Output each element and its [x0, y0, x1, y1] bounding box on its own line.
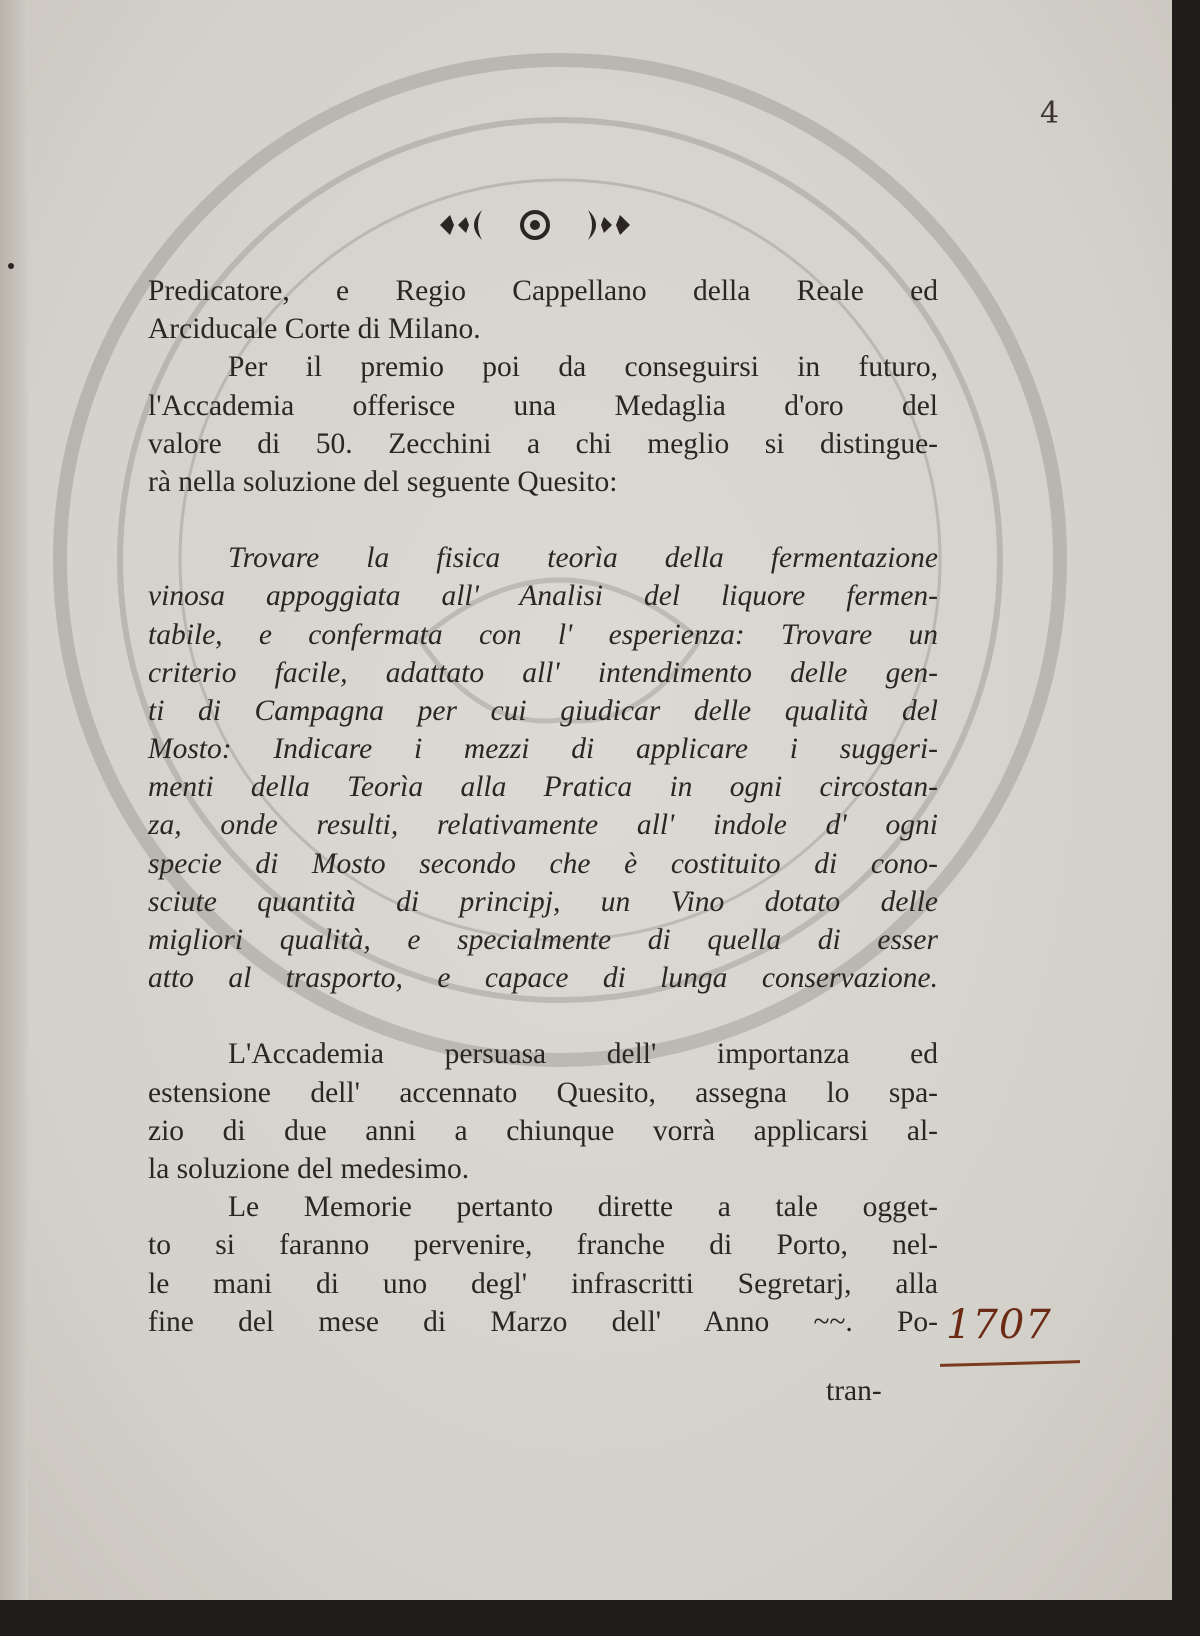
text-line: rà nella soluzione del seguente Quesito:: [148, 465, 618, 498]
text-line: Trovare la fisica teorìa della fermentazione: [228, 542, 938, 575]
text-line: Mosto: Indicare i mezzi di applicare i suggeri-: [148, 733, 938, 766]
text-line: Le Memorie pertanto dirette a tale ogget-: [228, 1191, 938, 1224]
text-line: la soluzione del medesimo.: [148, 1152, 470, 1185]
text-line: to si faranno pervenire, franche di Porto, nel-: [148, 1229, 938, 1262]
text-line: l'Accademia offerisce una Medaglia d'oro del: [148, 389, 938, 422]
catchword: tran-: [826, 1375, 882, 1407]
body-text: [148, 272, 938, 1341]
handwritten-annotation: 1707: [946, 1302, 1052, 1348]
text-line: fine del mese di Marzo dell' Anno ~~. Po-: [148, 1305, 938, 1338]
text-line: Predicatore, e Regio Cappellano della Reale ed: [148, 275, 938, 307]
text-line: Per il premio poi da conseguirsi in futuro,: [228, 351, 938, 384]
page-number: 4: [1040, 96, 1060, 131]
text-line: Arciducale Corte di Milano.: [148, 313, 481, 346]
text-line: tabile, e confermata con l' esperienza: Trovare un: [148, 618, 938, 651]
text-line: zio di due anni a chiunque vorrà applicarsi al-: [148, 1114, 938, 1147]
text-line: criterio facile, adattato all' intendimento delle gen-: [148, 656, 938, 689]
text-line: za, onde resulti, relativamente all' indole d' ogni: [148, 809, 938, 842]
prize-question: [148, 539, 938, 997]
text-line: estensione dell' accennato Quesito, assegna lo spa-: [148, 1076, 938, 1109]
text-line: menti della Teorìa alla Pratica in ogni circostan-: [148, 771, 938, 804]
binding-gutter: [0, 0, 28, 1600]
annotation-underline: [940, 1360, 1080, 1367]
margin-mark: [8, 263, 14, 269]
text-line: valore di 50. Zecchini a chi meglio si distingue-: [148, 427, 938, 460]
text-line: sciute quantità di principj, un Vino dotato delle: [148, 885, 938, 918]
text-line: le mani di uno degl' infrascritti Segretarj, alla: [148, 1267, 938, 1300]
text-line: atto al trasporto, e capace di lunga conservazione.: [148, 962, 938, 995]
text-line: L'Accademia persuasa dell' importanza ed: [228, 1038, 938, 1071]
text-line: vinosa appoggiata all' Analisi del liquore fermen-: [148, 580, 938, 613]
ornament-headpiece-icon: [430, 200, 640, 250]
text-line: specie di Mosto secondo che è costituito di cono-: [148, 847, 938, 880]
text-line: migliori qualità, e specialmente di quella di esser: [148, 924, 938, 956]
text-line: ti di Campagna per cui giudicar delle qualità del: [148, 694, 938, 727]
